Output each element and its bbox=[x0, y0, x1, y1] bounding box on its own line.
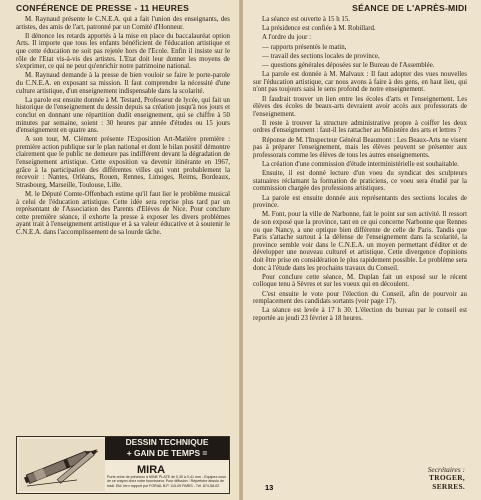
paragraph: C'est ensuite le vote pour l'élection du Conseil, afin de pourvoir au remplacement des candidats sortants (voir page 17). bbox=[253, 290, 467, 306]
signature-label: Secrétaires : bbox=[427, 465, 465, 474]
ad-fine-print: Porte-mine de précision à MINE PLATE de 0,30 à 0,41 mm - Equipez-vous de ce crayon chez votre fournisseur. Pour diffusion : Répertoire absolu de tradi. Etd. tern rapport pur FORIAL B.P. 115-09 PARIS - Tél. 874-58-02 bbox=[107, 475, 226, 488]
signature-name: TROGER, bbox=[429, 473, 465, 483]
agenda-item: — travail des sections locales de province, bbox=[262, 52, 380, 60]
paragraph: Il reste à trouver la structure administrative propre à coiffer les deux ordres d'enseignement : faut-il les rattacher au Ministère des arts et lettres ? bbox=[253, 119, 467, 135]
paragraph: Il dénonce les retards apportés à la mise en place du baccalauréat option Arts. Il importe que tous les enfants bénéficient de l'éducation artistique et que cette éducation ne soit pas rejetée hors de l'Ecole. Enfin il insiste sur le rôle de l'Etat vis-à-vis des artistes. L'Etat doit leur donner les moyens de s'exprimer, ce qui ne peut qu'enrichir notre patrimoine national. bbox=[16, 32, 230, 71]
paragraph: La parole est donnée à M. Malvaux : Il faut adopter des vues nouvelles sur l'éducation artistique, car nous avons à faire à des gens, en haut lieu, qui n'ont pas toujours saisi le sens profond de notre enseignement. bbox=[253, 71, 467, 94]
right-page bbox=[243, 0, 481, 500]
opening-line: La présidence est confiée à M. Robillard. bbox=[262, 25, 376, 33]
ad-headline bbox=[105, 437, 229, 460]
agenda-item: — questions générales déposées sur le Bureau de l'Assemblée. bbox=[262, 61, 435, 69]
ad-headline-line-2: + GAIN DE TEMPS = bbox=[126, 448, 208, 458]
paragraph: La parole est ensuite donnée aux représentants des sections locales de province. bbox=[253, 194, 467, 210]
paragraph: M. Raynaud demande à la presse de bien vouloir se faire le porte-parole du C.N.E.A. en exposant sa mission. Il faut comprendre la nécessité d'une culture artistique, d'un enseignement indispensable dans la scolarité. bbox=[16, 72, 230, 95]
page-number: 13 bbox=[265, 483, 274, 492]
paragraph: M. Raynaud présente le C.N.E.A. qui a fait l'union des enseignants, des artistes, des amis de l'art, patronné par un Comité d'Honneur. bbox=[16, 16, 230, 31]
left-body-text bbox=[16, 16, 230, 237]
paragraph: Ensuite, il est donné lecture d'un voeu du syndicat des sculpteurs statuaires réclamant la formation de praticiens, ce voeu sera étudié par la commission chargée des professions artistiques. bbox=[253, 170, 467, 193]
paragraph: M. le Député Comte-Offenbach estime qu'il faut lier le problème musical à celui de l'éducation artistique. Cette idée sera reprise plus tard par un représentant de l'Association des Parents d'Elèves de Nice. Pour conclure cette première séance, il exhorte la presse à exposer les divers problèmes ayant trait à l'enseignement artistique et à sa valeur éducative et à soutenir le C.N.E.A. dans l'accomplissement de sa lourde tâche. bbox=[16, 191, 230, 236]
right-running-head: SÉANCE DE L'APRÈS-MIDI bbox=[352, 3, 467, 13]
paragraph: A son tour, M. Clément présente l'Exposition Art-Matière première : première action publique sur le plan national et dont le bilan positif démontre clairement que le public ne demeure pas indifférent devant la dégradation de l'enseignement artistique. Cette exposition va devenir itinérante en 1967, grâce à la participation des différentes villes qui vont probablement la recevoir : Nantes, Orléans, Rouen, Rennes, Limoges, Reims, Bordeaux, Strasbourg, Marseille, Toulouse, Lille. bbox=[16, 136, 230, 189]
paragraph: La séance est levée à 17 h 30. L'élection du bureau par le conseil est reportée au jeudi 23 février à 18 heures. bbox=[253, 307, 467, 322]
paragraph: Réponse de M. l'Inspecteur Général Beaumont : Les Beaux-Arts ne visent pas à préparer l'enseignement, mais les élèves peuvent se présenter aux professorats comme les élèves de tous les autres enseignements. bbox=[253, 136, 467, 159]
right-body-text bbox=[253, 16, 467, 322]
paragraph: La création d'une commission d'étude interministérielle est souhaitable. bbox=[262, 161, 459, 169]
pencil-illustration-icon bbox=[19, 439, 105, 491]
opening-line: A l'ordre du jour : bbox=[262, 34, 312, 42]
secretaries-signature bbox=[428, 466, 465, 491]
paragraph: M. Font, pour la ville de Narbonne, fait le point sur son activité. Il ressort de son exposé que la province, tant en ce qui concerne Narbonne que Rennes ou que Nancy, a une optique bien différente de celle de Paris. Tandis que Paris s'attache surtout à la défense de l'enseignement dans la scolarité, la province semble voir dans le C.N.E.A. un moyen permettant d'éditer et de développer une nouveau culturel et artistique. Cette divergence d'opinions doit être prise en considération le plus rapidement possible. Le problème sera donc à l'étude dans les prochains travaux du Conseil. bbox=[253, 211, 467, 272]
advertisement bbox=[16, 436, 230, 494]
left-page bbox=[0, 0, 240, 500]
ad-brand: MIRA bbox=[137, 464, 166, 476]
opening-line: La séance est ouverte à 15 h 15. bbox=[262, 16, 351, 23]
left-running-head: CONFÉRENCE DE PRESSE - 11 HEURES bbox=[16, 3, 190, 13]
paragraph: Il faudrait trouver un lien entre les écoles d'arts et l'enseignement. Les élèves des écoles de beaux-arts devraient avoir accès aux professorats de l'enseignement. bbox=[253, 95, 467, 118]
ad-headline-line-1: DESSIN TECHNIQUE bbox=[125, 437, 209, 447]
agenda-item: — rapports présentés le matin, bbox=[262, 43, 347, 51]
paragraph: Pour conclure cette séance, M. Duplan fait un exposé sur le récent colloque tenu à Sèvres et sur les voeux qui en découlent. bbox=[253, 273, 467, 289]
paragraph: La parole est ensuite donnée à M. Testard, Professeur de lycée, qui fait un historique de l'enseignement du dessin depuis sa création jusqu'à nos jours et conclut en donnant une répartition dudit enseignement, qui se chiffre à 50 minutes par semaine, soient : 30 heures par année d'études ou 15 jours d'enseignement en quatre ans. bbox=[16, 96, 230, 135]
signature-name: SERRES. bbox=[432, 481, 465, 491]
